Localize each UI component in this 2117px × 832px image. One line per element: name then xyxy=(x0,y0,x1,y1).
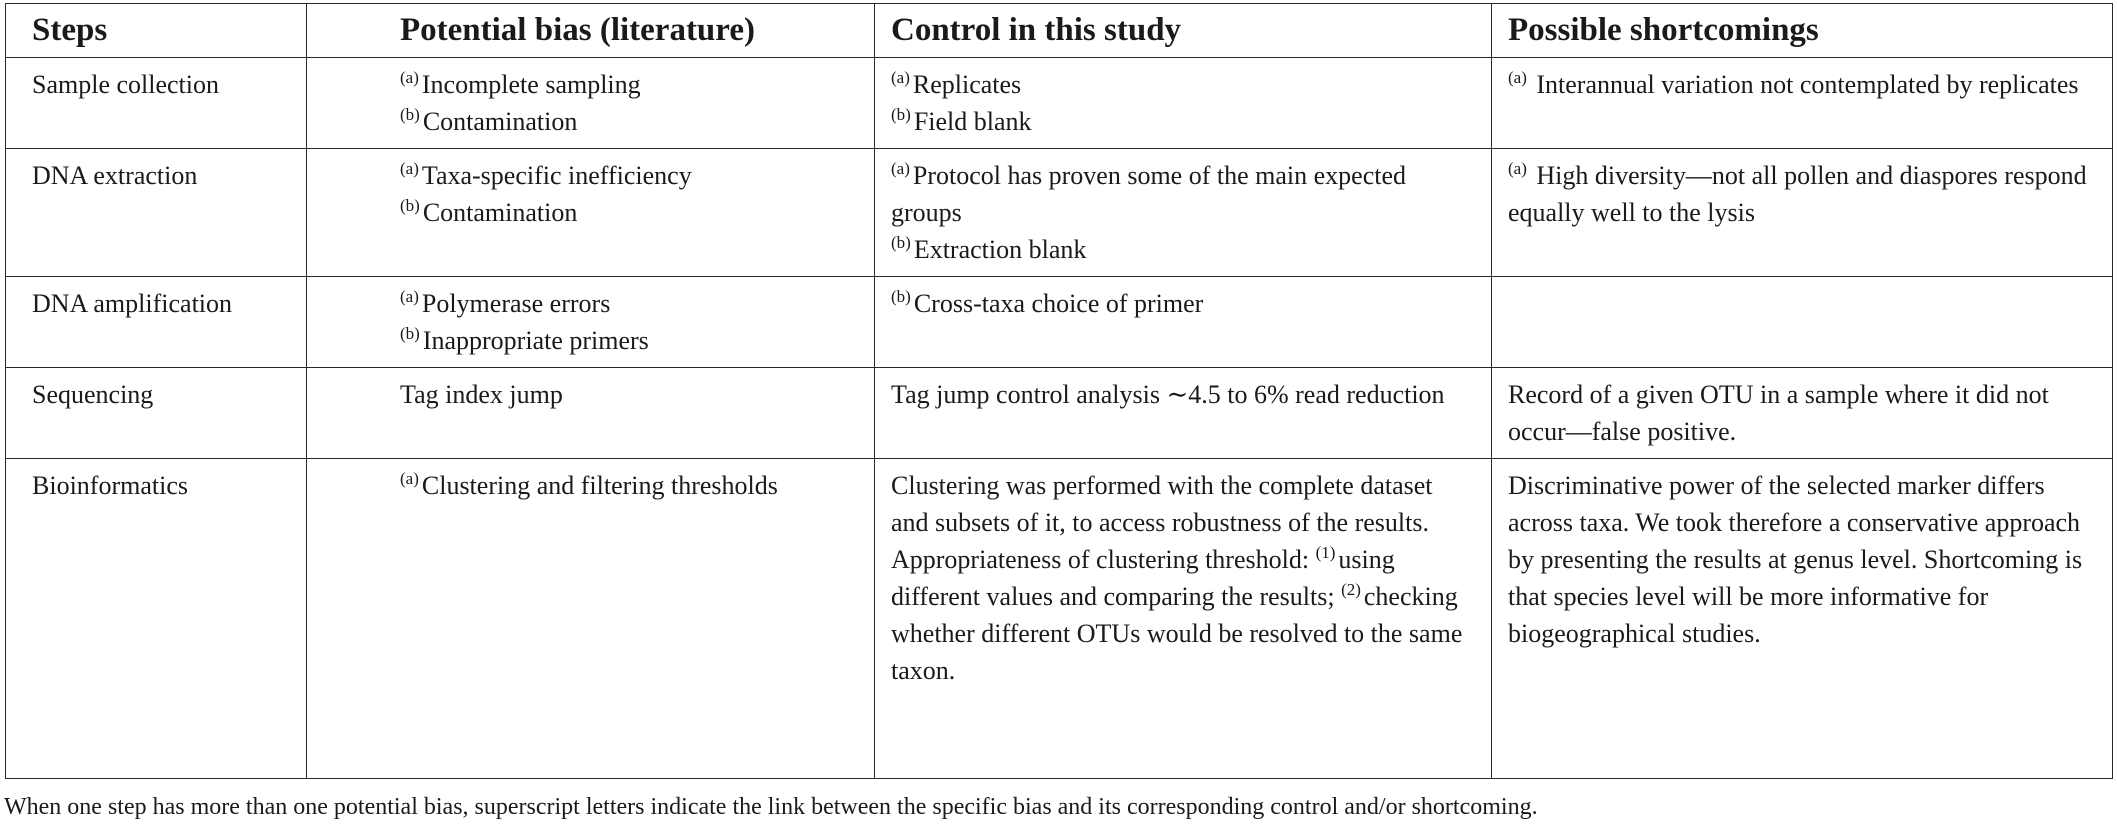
control-item xyxy=(891,66,1475,103)
superscript-mark: (2) xyxy=(1341,580,1361,599)
bias-item xyxy=(400,66,864,103)
control-text: using different values and comparing the results; xyxy=(891,545,1395,611)
superscript-mark: (a) xyxy=(891,159,910,178)
header-potential-bias: Potential bias (literature) xyxy=(307,4,875,58)
bias-item xyxy=(400,285,864,322)
header-control: Control in this study xyxy=(875,4,1492,58)
bias-text: Taxa-specific inefficiency xyxy=(421,161,692,190)
shortcoming-text: Interannual variation not contemplated by replicates xyxy=(1529,70,2079,99)
shortcoming-cell xyxy=(1492,149,2113,277)
control-item xyxy=(891,231,1475,268)
step-cell: Sample collection xyxy=(6,58,307,149)
superscript-mark: (b) xyxy=(400,324,420,343)
bias-item xyxy=(400,194,864,231)
superscript-mark: (b) xyxy=(891,287,911,306)
table-row xyxy=(6,58,2113,149)
control-text: Clustering was performed with the complete dataset and subsets of it, to access robustness of the results. Appropriateness of clustering threshold: xyxy=(891,471,1433,574)
step-cell: Sequencing xyxy=(6,368,307,459)
bias-cell xyxy=(307,58,875,149)
step-cell: DNA amplification xyxy=(6,277,307,368)
control-text: Replicates xyxy=(912,70,1022,99)
bias-cell xyxy=(307,149,875,277)
superscript-mark: (a) xyxy=(400,159,419,178)
control-item xyxy=(891,103,1475,140)
shortcoming-cell: Discriminative power of the selected marker differs across taxa. We took therefore a conservative approach by presenting the results at genus level. Shortcoming is that species level will be more informative for biogeographical studies. xyxy=(1492,459,2113,779)
bias-cell xyxy=(307,459,875,779)
superscript-mark: (b) xyxy=(400,196,420,215)
control-cell xyxy=(875,149,1492,277)
shortcoming-cell: Record of a given OTU in a sample where it did not occur—false positive. xyxy=(1492,368,2113,459)
bias-text: Polymerase errors xyxy=(421,289,611,318)
bias-item xyxy=(400,322,864,359)
shortcoming-cell xyxy=(1492,277,2113,368)
bias-text: Clustering and filtering thresholds xyxy=(421,471,778,500)
shortcoming-cell xyxy=(1492,58,2113,149)
bias-text: Incomplete sampling xyxy=(421,70,641,99)
shortcoming-text: High diversity—not all pollen and diaspores respond equally well to the lysis xyxy=(1508,161,2087,227)
control-text: Extraction blank xyxy=(913,235,1087,264)
superscript-mark: (1) xyxy=(1315,543,1336,562)
control-cell xyxy=(875,277,1492,368)
step-cell: Bioinformatics xyxy=(6,459,307,779)
superscript-mark: (a) xyxy=(1508,68,1527,87)
table-row xyxy=(6,277,2113,368)
bias-text: Inappropriate primers xyxy=(422,326,649,355)
table-row xyxy=(6,368,2113,459)
bias-text: Contamination xyxy=(422,198,578,227)
table-footnote: When one step has more than one potential bias, superscript letters indicate the link between the specific bias and its corresponding control and/or shortcoming. xyxy=(4,794,1538,820)
table-row xyxy=(6,459,2113,779)
control-text: checking whether different OTUs would be resolved to the same taxon. xyxy=(891,582,1463,685)
bias-item xyxy=(400,103,864,140)
bias-control-table xyxy=(5,3,2113,779)
bias-cell xyxy=(307,277,875,368)
control-text: Protocol has proven some of the main expected groups xyxy=(891,161,1407,227)
step-cell: DNA extraction xyxy=(6,149,307,277)
superscript-mark: (b) xyxy=(891,105,911,124)
table-header-row xyxy=(6,4,2113,58)
control-item xyxy=(891,157,1475,231)
header-shortcomings: Possible shortcomings xyxy=(1492,4,2113,58)
header-steps: Steps xyxy=(6,4,307,58)
bias-item xyxy=(400,467,864,504)
control-text: Cross-taxa choice of primer xyxy=(913,289,1204,318)
bias-cell: Tag index jump xyxy=(307,368,875,459)
superscript-mark: (a) xyxy=(891,68,910,87)
table-row xyxy=(6,149,2113,277)
control-text: Field blank xyxy=(913,107,1032,136)
superscript-mark: (a) xyxy=(400,68,419,87)
bias-text: Contamination xyxy=(422,107,578,136)
superscript-mark: (a) xyxy=(1508,159,1527,178)
superscript-mark: (a) xyxy=(400,469,419,488)
control-cell: Tag jump control analysis ∼4.5 to 6% read reduction xyxy=(875,368,1492,459)
control-cell xyxy=(875,459,1492,779)
control-item xyxy=(891,285,1475,322)
bias-item xyxy=(400,157,864,194)
superscript-mark: (a) xyxy=(400,287,419,306)
superscript-mark: (b) xyxy=(891,233,911,252)
superscript-mark: (b) xyxy=(400,105,420,124)
control-cell xyxy=(875,58,1492,149)
